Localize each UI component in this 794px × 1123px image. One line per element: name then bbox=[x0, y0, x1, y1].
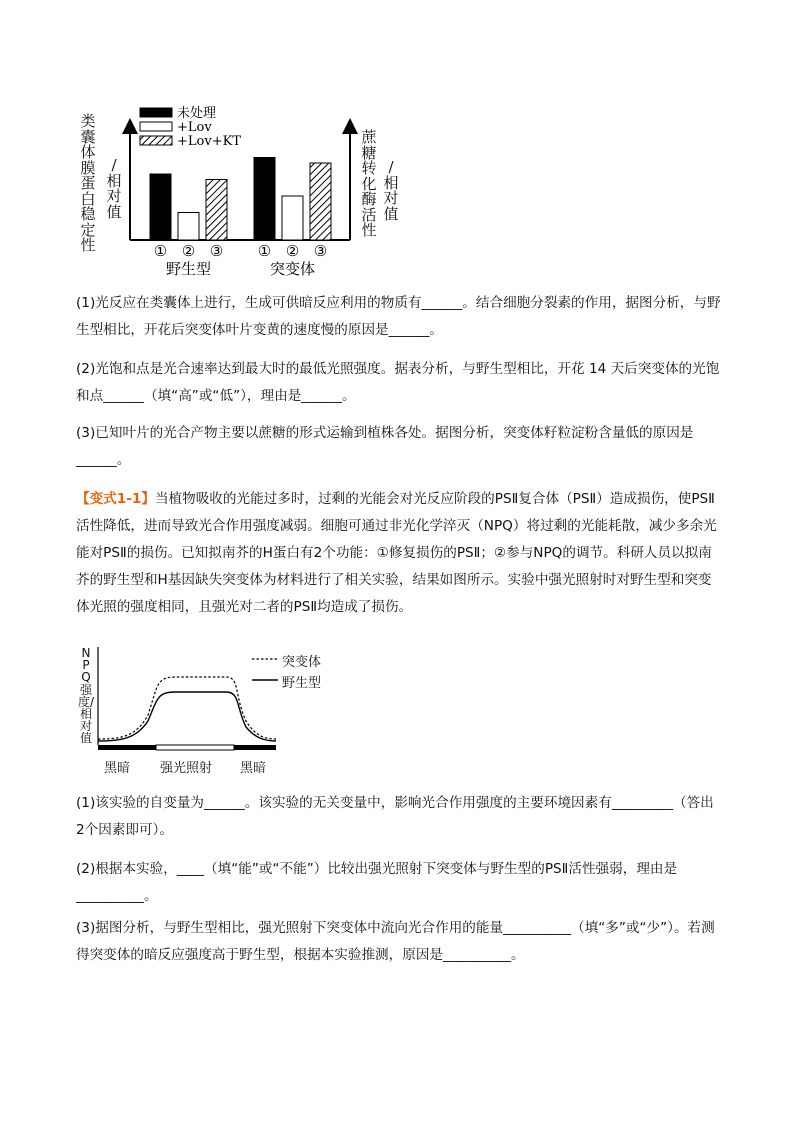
variant-intro bbox=[76, 486, 722, 621]
variant-tag: 【变式1-1】 bbox=[76, 491, 155, 507]
legend-swatch-3 bbox=[140, 136, 172, 145]
tick-label-6: ③ bbox=[313, 242, 328, 260]
question-b1 bbox=[76, 790, 722, 844]
x-label-strong-light: 强光照射 bbox=[160, 761, 213, 776]
legend-swatch-1 bbox=[140, 108, 172, 117]
question-a3-text: (3)已知叶片的光合产物主要以蔗糖的形式运输到植株各处。据图分析，突变体籽粒淀粉含量低的原因是______。 bbox=[76, 425, 694, 468]
bar-chart-plot bbox=[80, 100, 400, 278]
tick-label-2: ② bbox=[181, 242, 196, 260]
bar-chart-figure bbox=[80, 100, 400, 278]
question-b2-text: (2)根据本实验，____（填“能”或“不能”）比较出强光照射下突变体与野生型的PSⅡ活性强弱，理由是__________。 bbox=[76, 861, 678, 904]
question-b3 bbox=[76, 915, 722, 969]
npq-chart-figure bbox=[76, 645, 346, 775]
bar-wildtype-1 bbox=[150, 174, 171, 240]
dark-period-bar-left bbox=[98, 745, 156, 750]
dark-period-bar-right bbox=[234, 745, 276, 750]
tick-label-5: ② bbox=[285, 242, 300, 260]
left-axis-unit-text: /相对值 bbox=[106, 156, 122, 221]
question-a2 bbox=[76, 356, 722, 410]
right-axis-label-text: 蔗糖转化酶活性 bbox=[361, 128, 377, 239]
legend-wildtype: 野生型 bbox=[282, 676, 322, 691]
legend-label-3: +Lov+KT bbox=[177, 134, 241, 149]
right-axis-unit-text: /相对值 bbox=[383, 158, 399, 223]
bar-wildtype-2 bbox=[178, 213, 199, 241]
group-label-mutant: 突变体 bbox=[269, 260, 316, 278]
npq-y-axis-label-text: NPQ强度/相对值 bbox=[78, 646, 95, 746]
tick-label-3: ③ bbox=[209, 242, 224, 260]
question-b2 bbox=[76, 856, 722, 910]
bar-mutant-1 bbox=[254, 158, 275, 241]
question-a1-text: (1)光反应在类囊体上进行，生成可供暗反应利用的物质有______。结合细胞分裂素的作用，据图分析，与野生型相比，开花后突变体叶片变黄的速度慢的原因是______。 bbox=[76, 295, 721, 338]
bar-wildtype-3 bbox=[206, 180, 227, 241]
question-b1-text: (1)该实验的自变量为______。该实验的无关变量中，影响光合作用强度的主要环境因素有_________（答出2个因素即可）。 bbox=[76, 795, 714, 838]
group-label-wildtype: 野生型 bbox=[165, 260, 212, 278]
wildtype-curve bbox=[98, 692, 276, 741]
left-axis-label-text: 类囊体膜蛋白稳定性 bbox=[80, 112, 96, 254]
legend-label-2: +Lov bbox=[177, 120, 212, 135]
question-a3 bbox=[76, 420, 722, 474]
legend-label-1: 未处理 bbox=[177, 106, 217, 121]
variant-text: 当植物吸收的光能过多时，过剩的光能会对光反应阶段的PSⅡ复合体（PSⅡ）造成损伤，使PSⅡ活性降低，进而导致光合作用强度减弱。细胞可通过非光化学淬灭（NPQ）将过剩的光能耗散，减少多余光能对PSⅡ的损伤。已知拟南芥的H蛋白有2个功能：①修复损伤的PSⅡ；②参与NPQ的调节。科研人员以拟南芥的野生型和H基因缺失突变体为材料进行了相关实验，结果如图所示。实验中强光照射时对野生型和突变体光照的强度相同，且强光对二者的PSⅡ均造成了损伤。 bbox=[76, 491, 717, 615]
question-a2-text: (2)光饱和点是光合速率达到最大时的最低光照强度。据表分析，与野生型相比，开花 14 天后突变体的光饱和点______（填“高”或“低”），理由是______。 bbox=[76, 361, 720, 404]
tick-label-4: ① bbox=[257, 242, 272, 260]
question-b3-text: (3)据图分析，与野生型相比，强光照射下突变体中流向光合作用的能量__________（填“多”或“少”）。若测得突变体的暗反应强度高于野生型，根据本实验推测，原因是__________。 bbox=[76, 920, 715, 963]
legend-mutant: 突变体 bbox=[282, 655, 322, 670]
bar-mutant-2 bbox=[282, 196, 303, 240]
question-a1 bbox=[76, 290, 722, 344]
legend-swatch-2 bbox=[140, 122, 172, 131]
bar-mutant-3 bbox=[310, 163, 331, 240]
x-label-dark-right: 黑暗 bbox=[240, 761, 267, 776]
x-label-dark-left: 黑暗 bbox=[104, 761, 131, 776]
tick-label-1: ① bbox=[153, 242, 168, 260]
light-period-bar bbox=[156, 745, 234, 750]
